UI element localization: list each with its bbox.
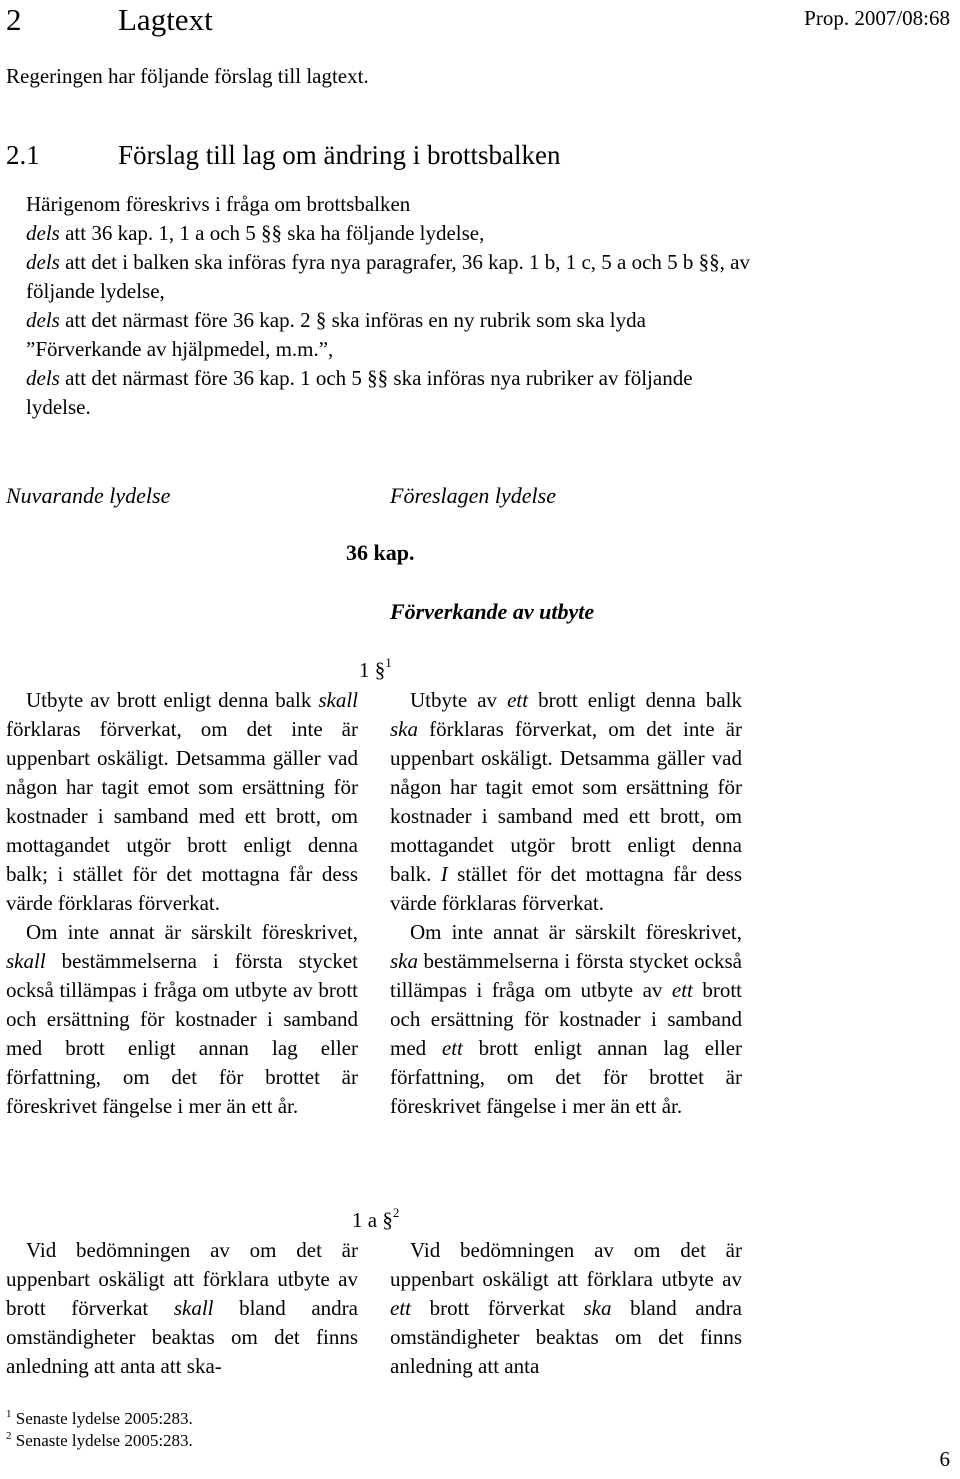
chapter-number: 2 [6, 2, 22, 37]
chapter-heading: 36 kap. [346, 540, 415, 565]
footnote-text: Senaste lydelse 2005:283. [11, 1409, 193, 1428]
emphasis: ska [390, 717, 418, 741]
emphasis: I [440, 862, 448, 886]
preamble-item-text: att det i balken ska införas fyra nya paragrafer, 36 kap. 1 b, 1 c, 5 a och 5 b §§, av följande lydelse, [26, 250, 750, 303]
emphasis: ett [390, 1296, 411, 1320]
proposition-reference: Prop. 2007/08:68 [804, 6, 950, 30]
text: brott enligt denna balk [528, 688, 742, 712]
footnote-text: Senaste lydelse 2005:283. [11, 1431, 193, 1450]
text: brott förverkat [411, 1296, 584, 1320]
text: Om inte annat är särskilt föreskrivet, [410, 920, 742, 944]
preamble-line: Härigenom föreskrivs i fråga om brottsbalken [26, 192, 411, 216]
dels-word: dels [26, 221, 60, 245]
text: förklaras förverkat, om det inte är uppenbart oskäligt. Detsamma gäller vad någon har tagit emot som ersättning för kostnader i samband med ett brott, om mottagandet utgör brott enligt denna balk. [390, 717, 742, 886]
preamble-item-2 [6, 248, 756, 306]
preamble-item-1 [6, 219, 756, 248]
paragraph [390, 686, 742, 918]
dels-word: dels [26, 308, 60, 332]
paragraph [390, 918, 742, 1121]
emphasis: ska [390, 949, 418, 973]
footnote-number: 2 [6, 1430, 12, 1442]
preamble-item-3 [6, 306, 756, 364]
preamble [6, 190, 756, 422]
footnote-number: 1 [6, 1408, 12, 1420]
intro-text: Regeringen har följande förslag till lagtext. [6, 64, 369, 88]
text: brott enligt annan lag eller författning, om det för brottet är föreskrivet fängelse i mer än ett år. [390, 1036, 743, 1118]
section-1-label [359, 656, 392, 684]
preamble-item-text: att det närmast före 36 kap. 2 § ska införas en ny rubrik som ska lyda ”Förverkande av hjälpmedel, m.m.”, [26, 308, 646, 361]
text: stället för det mottagna får dess värde förklaras förverkat. [390, 862, 742, 915]
dels-word: dels [26, 366, 60, 390]
text: bland andra omständigheter beaktas om det finns anledning att anta att ska- [6, 1296, 358, 1378]
section-1a-label [352, 1206, 399, 1234]
text: förklaras förverkat, om det inte är uppenbart oskäligt. Detsamma gäller vad någon har tagit emot som ersättning för kostnader i samband med ett brott, om mottagandet utgör brott enligt denna balk; i stället för det mottagna får dess värde förklaras förverkat. [6, 717, 358, 915]
emphasis: ett [507, 688, 529, 712]
section-number: 2.1 [6, 140, 40, 170]
text: brott och ersättning för kostnader i samband med [390, 978, 742, 1060]
column-heading-proposed: Föreslagen lydelse [390, 483, 556, 508]
proposed-text-section-1a [390, 1236, 742, 1381]
emphasis: skall [318, 688, 358, 712]
chapter-title: Lagtext [118, 2, 213, 37]
preamble-item-text: att 36 kap. 1, 1 a och 5 §§ ska ha följande lydelse, [59, 221, 485, 245]
section-label-text: 1 § [359, 658, 386, 682]
proposed-text-section-1 [390, 686, 742, 1121]
current-text-section-1a [6, 1236, 358, 1381]
paragraph [390, 1236, 742, 1381]
paragraph [6, 1236, 358, 1381]
preamble-item-text: att det närmast före 36 kap. 1 och 5 §§ ska införas nya rubriker av följande lydelse. [26, 366, 693, 419]
text: Om inte annat är särskilt föreskrivet, [26, 920, 358, 944]
footnote-2 [6, 1430, 193, 1452]
column-heading-current: Nuvarande lydelse [6, 483, 171, 508]
text: bestämmelserna i första stycket också tillämpas i fråga om utbyte av brott och ersättning för kostnader i samband med brott enligt annan lag eller författning, om det för brottet är föreskrivet fängelse i mer än ett år. [6, 949, 358, 1118]
footnote-ref: 1 [385, 655, 392, 670]
footnote-ref: 2 [392, 1205, 400, 1220]
section-title: Förslag till lag om ändring i brottsbalken [118, 140, 561, 170]
emphasis: ett [441, 1036, 463, 1060]
preamble-item-4 [6, 364, 756, 422]
dels-word: dels [26, 250, 60, 274]
emphasis: skall [6, 949, 46, 973]
text: bestämmelserna i första stycket också tillämpas i fråga om utbyte av [390, 949, 742, 1002]
footnote-1 [6, 1408, 193, 1430]
section-label-text: 1 a § [352, 1208, 393, 1232]
text: Utbyte av brott enligt denna balk [26, 688, 319, 712]
emphasis: ska [583, 1296, 612, 1320]
text: Vid bedömningen av om det är uppenbart oskäligt att förklara utbyte av [390, 1238, 742, 1291]
current-text-section-1 [6, 686, 358, 1121]
emphasis: ett [671, 978, 693, 1002]
paragraph [6, 686, 358, 918]
page-number: 6 [939, 1447, 950, 1471]
text: Vid bedömningen av om det är uppenbart oskäligt att förklara utbyte av brott förverkat [6, 1238, 358, 1320]
paragraph [6, 918, 358, 1121]
rubric-heading: Förverkande av utbyte [390, 599, 595, 624]
text: bland andra omständigheter beaktas om det finns anledning att anta [390, 1296, 742, 1378]
emphasis: skall [173, 1296, 214, 1320]
text: Utbyte av [410, 688, 508, 712]
